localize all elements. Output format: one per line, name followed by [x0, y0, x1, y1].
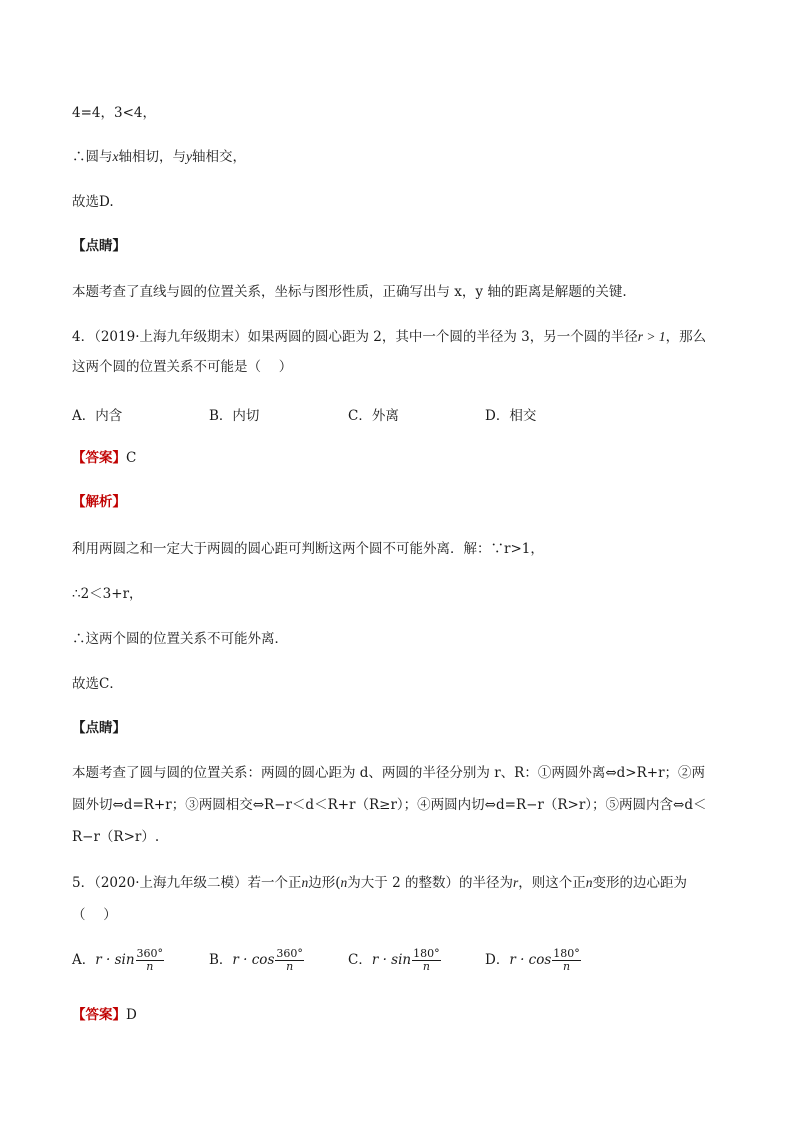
option-letter: D． [485, 952, 510, 968]
option-letter: A． [72, 408, 96, 424]
section-heading-jiexi: 【解析】 [72, 494, 126, 510]
option-a [72, 948, 164, 973]
fraction [136, 948, 165, 973]
analysis-line-3: ∴这两个圆的位置关系不可能外离． [72, 631, 288, 647]
fraction-denominator: n [562, 960, 571, 973]
text-segment: 4．（2019·上海九年级期末）如果两圆的圆心距为 2，其中一个圆的半径为 3，另一个圆的半径 [72, 329, 638, 345]
section-heading-dianjing-2: 【点睛】 [72, 720, 126, 736]
option-a [72, 404, 122, 424]
option-letter: B． [209, 408, 233, 424]
math-r: r [512, 875, 519, 890]
option-text: 内含 [95, 408, 123, 424]
analysis-line-2: ∴2＜3+r， [72, 586, 143, 602]
comment-line-2: 圆外切⇔d=R+r；③两圆相交⇔R−r＜d＜R+r（R≥r）；④两圆内切⇔d=R−r（R>r）；⑤两圆内含⇔d＜ [72, 797, 707, 813]
math-n: n [301, 875, 309, 890]
math-n: n [585, 875, 593, 890]
comment-line-3: R−r（R>r）. [72, 829, 160, 845]
math-y: y [186, 149, 192, 164]
question-5-line-1 [72, 874, 687, 892]
fraction-numerator: 360° [276, 947, 303, 960]
text-segment: ，那么 [665, 329, 707, 345]
text-segment: 为大于 2 的整数）的半径为 [347, 875, 513, 891]
text-line-3: 故选D. [72, 194, 114, 210]
option-text: 内切 [232, 408, 260, 424]
section-heading-dianjing: 【点睛】 [72, 238, 126, 254]
text-segment: 变形的边心距为 [592, 875, 687, 891]
analysis-line-1: 利用两圆之和一定大于两圆的圆心距可判断这两个圆不可能外离．解：∵r>1， [72, 541, 544, 557]
fraction-denominator: n [286, 960, 294, 973]
option-d [485, 948, 581, 973]
comment-line-1: 本题考查了圆与圆的位置关系：两圆的圆心距为 d、两圆的半径分别为 r、R：①两圆外离⇔d>R+r；②两 [72, 765, 706, 781]
option-letter: B． [209, 952, 233, 968]
option-expression: r · cos [232, 952, 275, 968]
answer-tag: 【答案】 [72, 450, 126, 466]
option-c [348, 404, 399, 424]
option-expression: r · sin [95, 952, 135, 968]
answer-4 [72, 449, 136, 467]
option-expression: r · sin [371, 952, 412, 968]
fraction-numerator: 180° [553, 947, 580, 960]
answer-value: C [126, 450, 137, 466]
text-line-5: 本题考查了直线与圆的位置关系，坐标与图形性质，正确写出与 x，y 轴的距离是解题的关键. [72, 284, 627, 300]
fraction-numerator: 180° [413, 947, 440, 960]
option-text: 相交 [509, 408, 537, 424]
answer-value: D [126, 1007, 137, 1023]
math-x: x [112, 149, 119, 164]
option-letter: D． [485, 408, 510, 424]
question-4-line-1 [72, 328, 706, 346]
math-inequality: r > 1 [637, 329, 666, 344]
option-letter: A． [72, 952, 96, 968]
fraction-denominator: n [146, 960, 154, 973]
question-4-line-2: 这两个圆的位置关系不可能是（ ） [72, 359, 293, 375]
fraction [552, 948, 581, 973]
option-letter: C． [348, 408, 372, 424]
fraction [412, 948, 441, 973]
fraction-denominator: n [422, 960, 430, 973]
text-line-1: 4=4，3<4， [72, 105, 156, 121]
option-b [209, 948, 304, 973]
fraction [275, 948, 304, 973]
option-c [348, 948, 441, 973]
answer-5 [72, 1006, 137, 1024]
text-line-2 [72, 148, 246, 166]
text-segment: 5．（2020·上海九年级二模）若一个正 [72, 875, 302, 891]
text-segment: ，则这个正 [518, 875, 586, 891]
text-segment: 轴相切，与 [118, 149, 186, 165]
option-text: 外离 [371, 408, 399, 424]
math-n: n [340, 875, 348, 890]
option-expression: r · cos [509, 952, 552, 968]
text-segment: 边形( [308, 875, 341, 891]
text-segment: ∴圆与 [72, 149, 113, 165]
option-letter: C． [348, 952, 372, 968]
option-d [485, 404, 536, 424]
fraction-numerator: 360° [136, 947, 164, 960]
question-5-line-2: （ ） [72, 907, 117, 923]
analysis-line-4: 故选C． [72, 676, 123, 692]
text-segment: 轴相交， [192, 149, 246, 165]
answer-tag: 【答案】 [72, 1007, 126, 1023]
option-b [209, 404, 259, 424]
